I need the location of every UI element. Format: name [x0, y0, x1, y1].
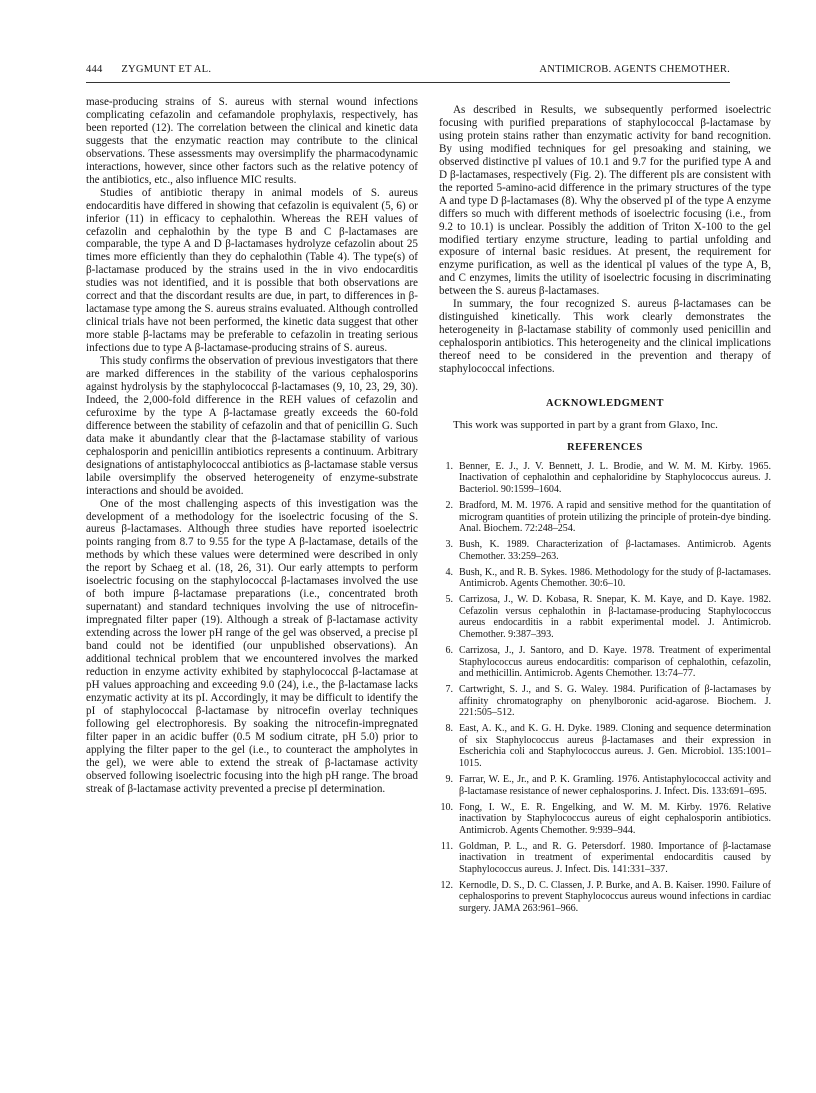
reference-text: Farrar, W. E., Jr., and P. K. Gramling. 1976. Antistaphylococcal activity and β-lactamase resistance of newer cephalosporins. J. Infect. Dis. 133:691–695.: [459, 774, 771, 797]
page-number: 444: [86, 64, 103, 75]
running-header-authors: ZYGMUNT ET AL.: [121, 64, 212, 75]
reference-text: Bradford, M. M. 1976. A rapid and sensitive method for the quantitation of microgram quantities of protein utilizing the principle of protein-dye binding. Anal. Biochem. 72:248–254.: [459, 500, 771, 535]
reference-text: Carrizosa, J., J. Santoro, and D. Kaye. 1978. Treatment of experimental Staphylococcus aureus endocarditis: comparison of cephalothin, cefazolin, and methicillin. Antimicrob. Agents Chemother. 13:74–77.: [459, 645, 771, 680]
paragraph: mase-producing strains of S. aureus with sternal wound infections complicating cefazolin and cefamandole prophylaxis, respectively, has been reported (12). The correlation between the clinical and kinetic data suggests that the enzymatic reaction may contribute to the clinical observations. These assessments may oversimplify the pharmacodynamic interactions, however, since other factors such as the relative potency of the antibiotics, etc., also influence MIC results.: [86, 96, 418, 186]
reference-text: Cartwright, S. J., and S. G. Waley. 1984. Purification of β-lactamases by affinity chromatography on phenylboronic acid-agarose. Biochem. J. 221:505–512.: [459, 684, 771, 719]
paragraph: One of the most challenging aspects of this investigation was the development of a methodology for the isoelectric focusing of the S. aureus β-lactamases. Although three studies have reported isoelectric points ranging from 8.7 to 9.55 for the type A β-lactamase, details of the methods by which these values were determined were described in only the report by Schaeg et al. (18, 26, 31). Our early attempts to perform isoelectric focusing on the staphylococcal β-lactamases involved the use of both impure β-lactamase preparations (i.e., concentrated broth supernatant) and standard techniques involving the use of nitrocefin-impregnated filter paper (19). Although a streak of β-lactamase activity extending across the lower pH range of the gel was observed, a precise pI band could not be identified (our unpublished observations). An additional technical problem that we encountered involves the marked reduction in enzyme activity exhibited by staphylococcal β-lactamase at pH values approaching and exceeding 9.0 (24), i.e., the β-lactamase lacks enzymatic activity at its pI. Accordingly, it may be difficult to identify the pI of staphylococcal β-lactamase by nitrocefin overlay techniques following gel electrophoresis. By soaking the nitrocefin-impregnated filter paper in an acidic buffer (0.5 M sodium citrate, pH 5.0) prior to applying the filter paper to the gel (i.e., to counteract the ampholytes in the gel), we were able to extend the streak of β-lactamase activity observed following isoelectric focusing into the high pH range. The broad streak of β-lactamase activity prevented a precise pI determination.: [86, 497, 418, 795]
reference-item: [439, 500, 771, 535]
reference-number: 2.: [445, 500, 453, 512]
references-list: [439, 461, 771, 915]
reference-item: [439, 645, 771, 680]
paragraph: This study confirms the observation of previous investigators that there are marked differences in the stability of the various cephalosporins against hydrolysis by the staphylococcal β-lactamases (9, 10, 23, 29, 30). Indeed, the 2,000-fold difference in the REH values of cefazolin and cefuroxime by the type A β-lactamase greatly exceeds the 60-fold difference between the stability of cefazolin and that of penicillin G. Such data make it abundantly clear that the β-lactamase stability of various cephalosporin and penicillin antibiotics represents a continuum. Arbitrary designations of antistaphylococcal antibiotics as β-lactamase stable versus labile oversimplify the observed heterogeneity of enzyme-substrate interactions and should be avoided.: [86, 355, 418, 497]
running-header-left: [86, 64, 211, 80]
reference-text: Carrizosa, J., W. D. Kobasa, R. Snepar, K. M. Kaye, and D. Kaye. 1982. Cefazolin versus cephalothin in β-lactamase-producing Staphylococcus aureus endocarditis in a rabbit experimental model. J. Antimicrob. Chemother. 9:387–393.: [459, 594, 771, 640]
running-header-journal: ANTIMICROB. AGENTS CHEMOTHER.: [539, 64, 730, 75]
references-heading: REFERENCES: [567, 441, 643, 453]
reference-item: [439, 774, 771, 797]
reference-item: [439, 594, 771, 640]
acknowledgment-text: This work was supported in part by a grant from Glaxo, Inc.: [453, 418, 718, 431]
right-column: [439, 104, 771, 919]
reference-text: East, A. K., and K. G. H. Dyke. 1989. Cloning and sequence determination of six Staphylococcus aureus β-lactamases and their expression in Escherichia coli and Staphylococcus aureus. J. Gen. Microbiol. 135:1001–1015.: [459, 723, 771, 769]
reference-item: [439, 684, 771, 719]
reference-text: Fong, I. W., E. R. Engelking, and W. M. M. Kirby. 1976. Relative inactivation by Staphylococcus aureus of eight cephalosporin antibiotics. Antimicrob. Agents Chemother. 9:939–944.: [459, 801, 771, 836]
reference-number: 8.: [445, 723, 453, 735]
reference-item: [439, 461, 771, 496]
reference-number: 5.: [445, 594, 453, 606]
reference-number: 4.: [445, 566, 453, 578]
reference-item: [439, 841, 771, 876]
reference-number: 11.: [440, 840, 453, 852]
reference-number: 3.: [445, 539, 453, 551]
reference-item: [439, 539, 771, 562]
reference-text: Bush, K. 1989. Characterization of β-lactamases. Antimicrob. Agents Chemother. 33:259–263.: [459, 539, 771, 562]
paragraph: Studies of antibiotic therapy in animal models of S. aureus endocarditis have differed in showing that cefazolin is equivalent (5, 6) or inferior (11) in efficacy to cephalothin. Whereas the REH values of cefazolin and cephalothin by the type B and C β-lactamases are comparable, the type A and D β-lactamases hydrolyze cefazolin about 25 times more efficiently than they do cephalothin (Table 4). The type(s) of β-lactamase produced by the strains used in the in vivo endocarditis studies was not identified, and it is possible that both observations are correct and that the discordant results are due, in part, to differences in β-lactamase type among the S. aureus strains evaluated. Although controlled clinical trials have not been performed, the kinetic data suggest that other more stable β-lactams may be preferable to cefazolin in treating serious infections due to type A β-lactamase-producing strains of S. aureus.: [86, 186, 418, 355]
paragraph: In summary, the four recognized S. aureus β-lactamases can be distinguished kinetically. This work clearly demonstrates the heterogeneity in β-lactamase stability of commonly used penicillin and cephalosporin antibiotics. This heterogeneity and the clinical implications thereof need to be considered in the prevention and therapy of staphylococcal infections.: [439, 298, 771, 376]
reference-number: 12.: [440, 879, 453, 891]
acknowledgment-heading: ACKNOWLEDGMENT: [545, 398, 665, 410]
reference-item: [439, 802, 771, 837]
reference-number: 7.: [445, 684, 453, 696]
paragraph: As described in Results, we subsequently performed isoelectric focusing with purified preparations of staphylococcal β-lactamase by using protein stains rather than enzymatic activity for band recognition. By using modified techniques for gel presoaking and staining, we observed distinctive pI values of 10.1 and 9.7 for the purified type A and D β-lactamases, respectively (Fig. 2). The different pIs are consistent with the reported 5-amino-acid difference in the primary structures of the type A and type D β-lactamases (8). Why the observed pI of the type A enzyme differs so much with different methods of isoelectric focusing (i.e., from 9.2 to 10.1) is unclear. Possibly the addition of Triton X-100 to the gel modified tertiary enzyme structure, leading to partial unfolding and exposure of internal basic residues. At present, the requirement for enzyme purification, as well as the identical pI values of the type A, B, and C enzymes, limits the utility of isoelectric focusing in discriminating between the S. aureus β-lactamases.: [439, 104, 771, 298]
reference-text: Goldman, P. L., and R. G. Petersdorf. 1980. Importance of β-lactamase inactivation in treatment of experimental endocarditis caused by Staphylococcus aureus. J. Infect. Dis. 141:331–337.: [459, 840, 771, 875]
reference-number: 9.: [445, 774, 453, 785]
reference-number: 6.: [445, 645, 453, 657]
header-rule: [86, 82, 730, 83]
reference-number: 1.: [445, 460, 453, 472]
reference-text: Bush, K., and R. B. Sykes. 1986. Methodology for the study of β-lactamases. Antimicrob. Agents Chemother. 30:6–10.: [459, 566, 771, 590]
reference-number: 10.: [440, 801, 453, 813]
reference-text: Benner, E. J., J. V. Bennett, J. L. Brodie, and W. M. M. Kirby. 1965. Inactivation of cephalothin and cephaloridine by Staphylococcus aureus. J. Bacteriol. 90:1599–1604.: [459, 460, 771, 495]
reference-item: [439, 723, 771, 769]
left-column: [86, 96, 418, 795]
reference-item: [439, 880, 771, 915]
reference-text: Kernodle, D. S., D. C. Classen, J. P. Burke, and A. B. Kaiser. 1990. Failure of cephalosporins to prevent Staphylococcus aureus wound infections in cardiac surgery. JAMA 263:961–966.: [459, 879, 771, 914]
reference-item: [439, 567, 771, 590]
